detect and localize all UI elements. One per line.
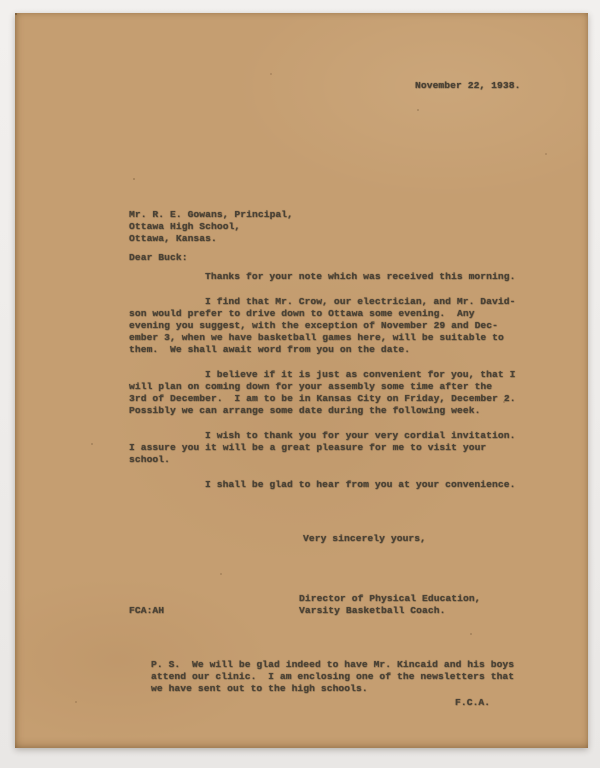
salutation-text: Dear Buck: (129, 252, 188, 263)
body-line: I shall be glad to hear from you at your convenience. (205, 479, 516, 490)
signature-title-2: Varsity Basketball Coach. (299, 605, 446, 616)
body-paragraph-2 (129, 296, 516, 356)
postscript (151, 659, 514, 695)
recipient-school: Ottawa High School, (129, 221, 241, 232)
postscript-line: attend our clinic. I am enclosing one of the newsletters that (151, 671, 515, 682)
body-paragraph-3 (129, 369, 516, 417)
body-line: ember 3, when we have basketball games here, will be suitable to (129, 332, 504, 343)
recipient-city: Ottawa, Kansas. (129, 233, 217, 244)
date-line (415, 80, 520, 92)
salutation (129, 252, 188, 264)
body-paragraph-5 (129, 479, 516, 491)
recipient-address (129, 209, 293, 245)
body-paragraph-1 (129, 271, 516, 283)
letter-body (129, 271, 516, 504)
body-line: them. We shall await word from you on the date. (129, 344, 411, 355)
closing (303, 533, 426, 545)
body-paragraph-4 (129, 430, 516, 466)
closing-text: Very sincerely yours, (303, 533, 427, 544)
body-line: I wish to thank you for your very cordial invitation. (205, 430, 516, 441)
body-line: evening you suggest, with the exception of November 29 and Dec- (129, 320, 499, 331)
letter-date: November 22, 1938. (415, 80, 521, 91)
postscript-initials (455, 697, 490, 709)
recipient-name: Mr. R. E. Gowans, Principal, (129, 209, 294, 220)
body-line: school. (129, 454, 171, 465)
body-line: I assure you it will be a great pleasure for me to visit your (129, 442, 487, 453)
letter-paper (15, 13, 588, 748)
body-line: I find that Mr. Crow, our electrician, and Mr. David- (205, 296, 516, 307)
reference-initials-text: FCA:AH (129, 605, 165, 616)
body-line: son would prefer to drive down to Ottawa some evening. Any (129, 308, 475, 319)
body-line: will plan on coming down for your assembly some time after the (129, 381, 493, 392)
body-line: Possibly we can arrange some date during the following week. (129, 405, 481, 416)
signature-block (299, 593, 481, 617)
body-line: 3rd of December. I am to be in Kansas City on Friday, December 2. (129, 393, 516, 404)
signature-title-1: Director of Physical Education, (299, 593, 481, 604)
body-line: I believe if it is just as convenient for you, that I (205, 369, 516, 380)
postscript-line: P. S. We will be glad indeed to have Mr. Kincaid and his boys (151, 659, 515, 670)
postscript-initials-text: F.C.A. (455, 697, 491, 708)
postscript-line: we have sent out to the high schools. (151, 683, 368, 694)
body-line: Thanks for your note which was received this morning. (205, 271, 516, 282)
reference-initials (129, 605, 164, 617)
